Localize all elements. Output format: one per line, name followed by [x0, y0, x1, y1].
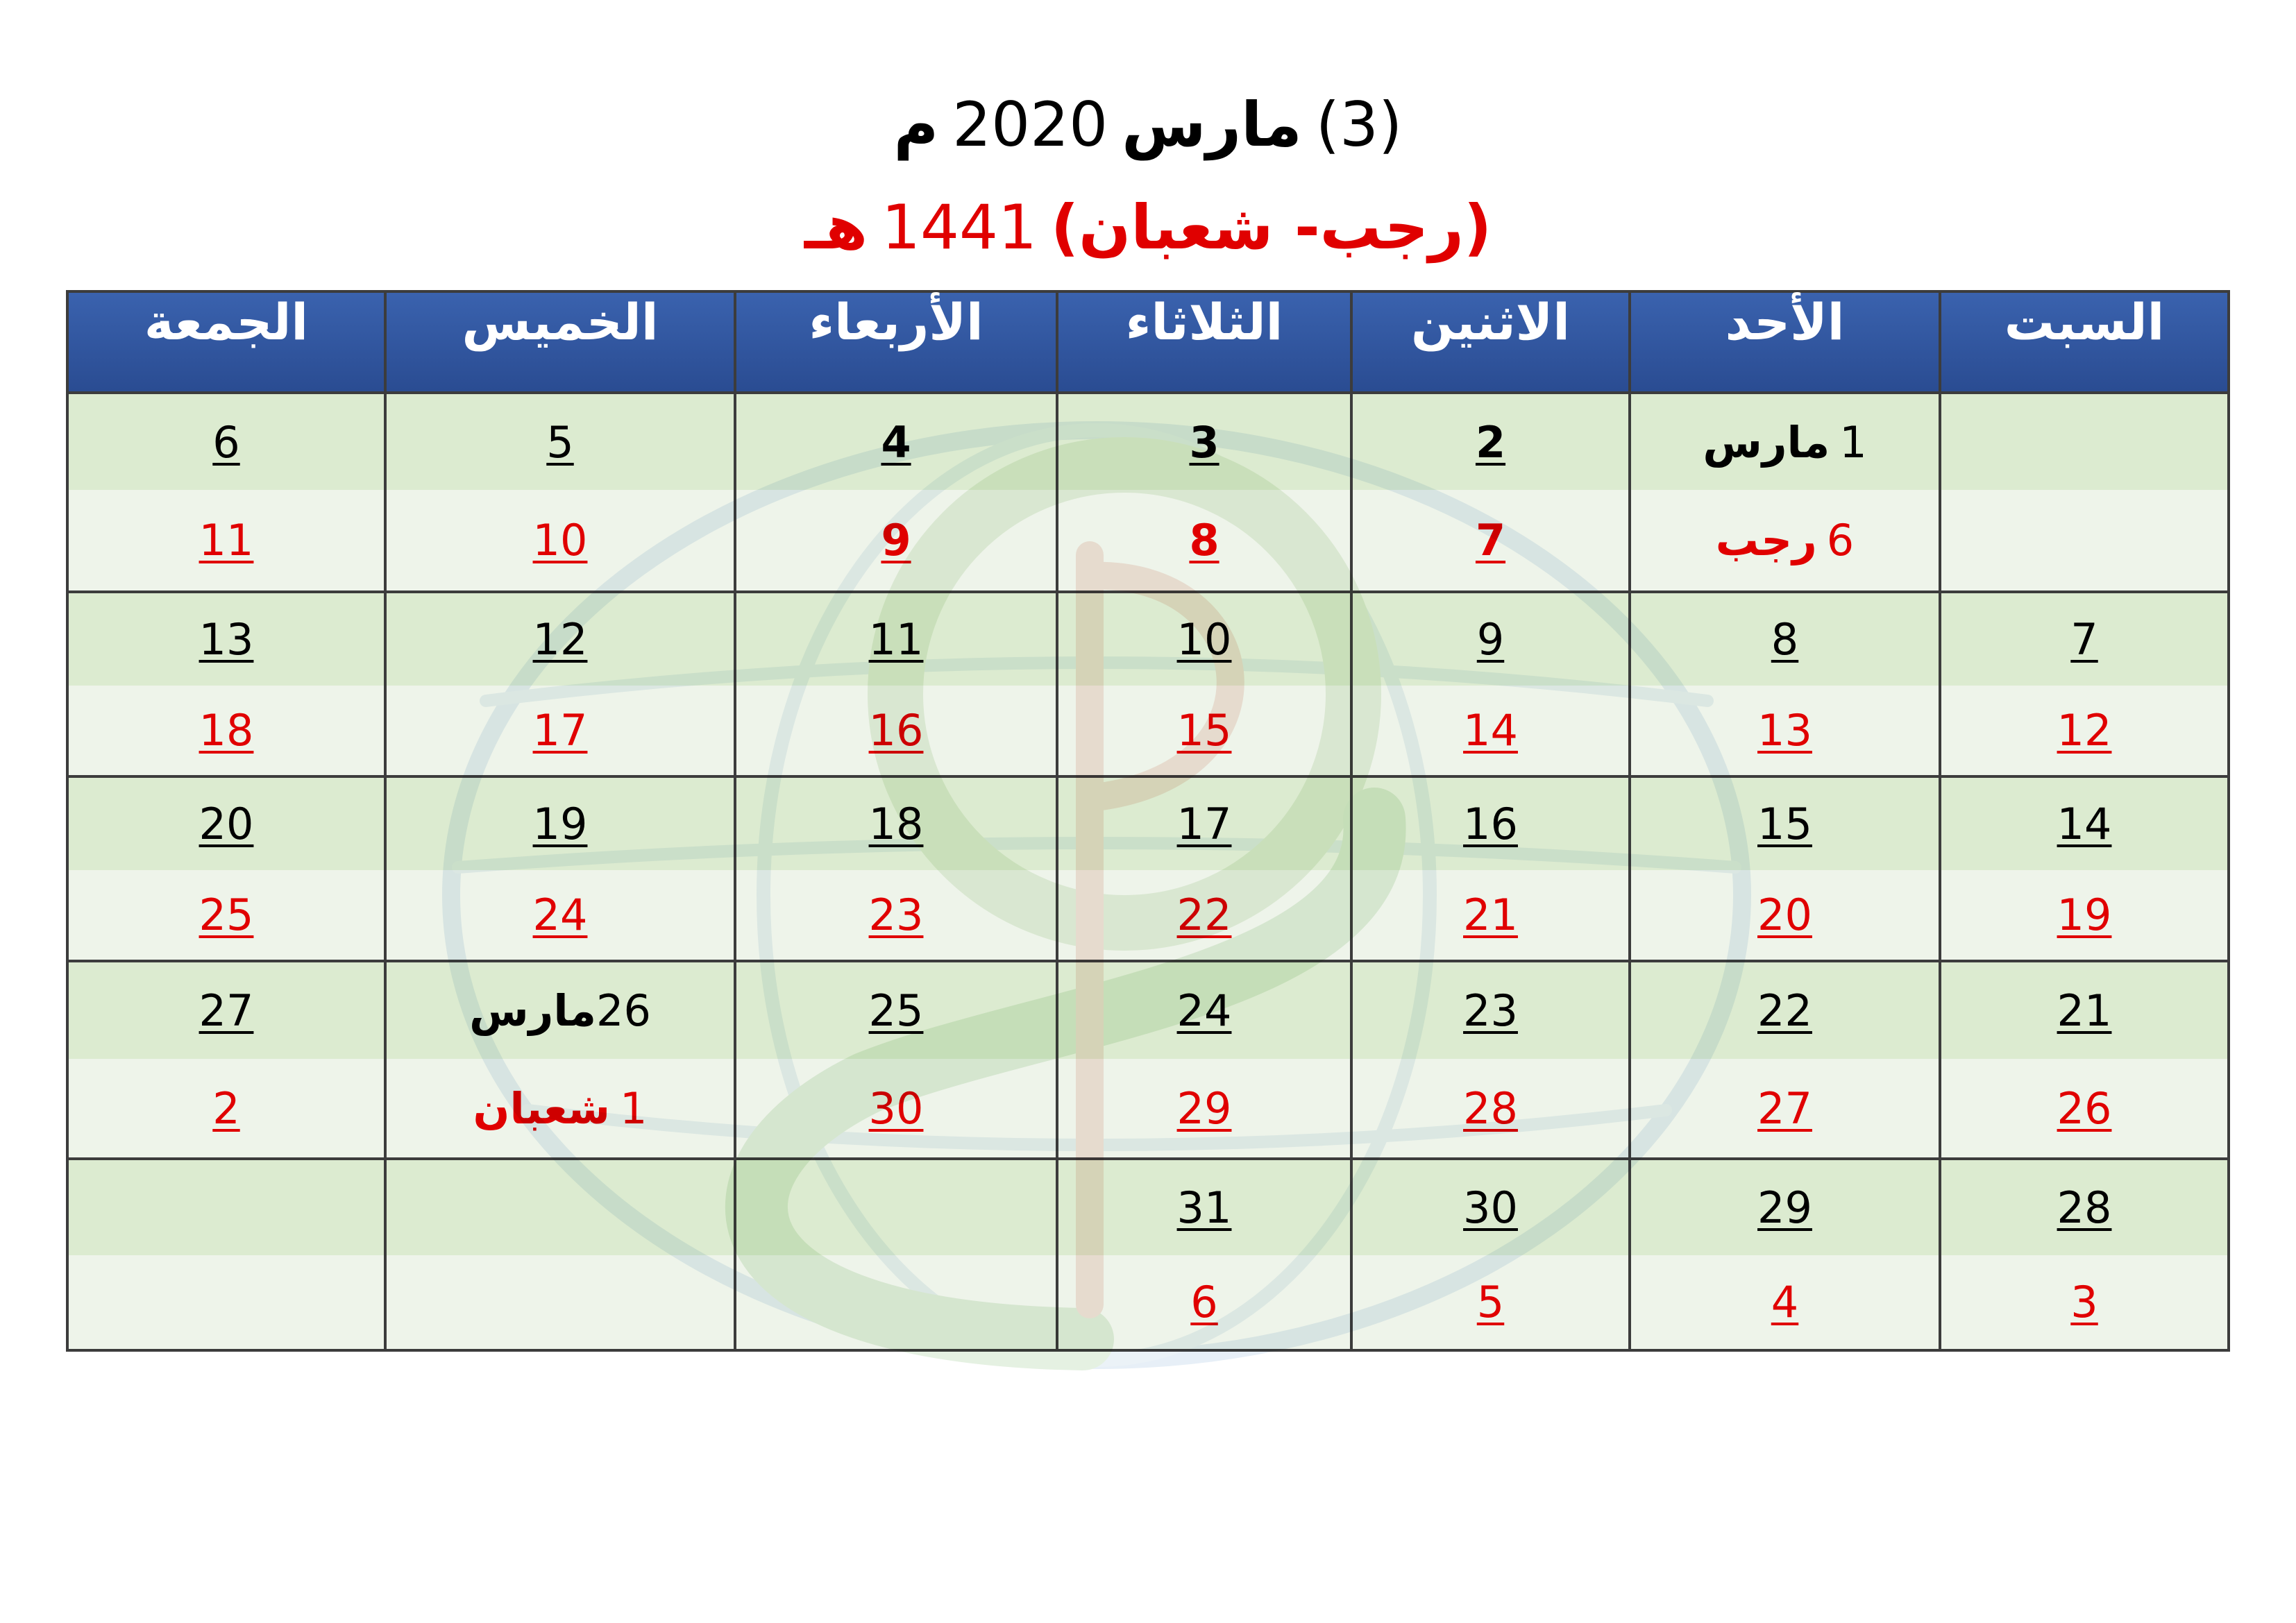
gregorian-date — [69, 778, 384, 870]
hijri-year: 1441 — [881, 192, 1037, 263]
day-cell — [1351, 961, 1630, 1159]
gregorian-date — [1058, 962, 1350, 1059]
gregorian-date — [1941, 778, 2227, 870]
week-row — [67, 961, 2229, 1159]
gregorian-date — [1631, 394, 1939, 490]
day-cell — [1057, 592, 1351, 776]
gregorian-year: 2020 — [952, 89, 1108, 160]
gregorian-date — [1353, 1160, 1628, 1255]
hijri-date — [1941, 870, 2227, 960]
hijri-date — [1941, 686, 2227, 775]
gregorian-day-number: 19 — [532, 799, 588, 849]
day-header-mon: الاثنين — [1351, 291, 1630, 393]
day-cell — [385, 776, 735, 961]
day-cell — [1351, 776, 1630, 961]
day-cell — [735, 592, 1057, 776]
hijri-day-number: 10 — [532, 515, 588, 566]
gregorian-date — [387, 1160, 734, 1255]
gregorian-date — [1058, 394, 1350, 490]
gregorian-day-number: 5 — [546, 416, 574, 468]
gregorian-date — [1058, 1160, 1350, 1255]
gregorian-date — [69, 394, 384, 490]
hijri-date — [736, 870, 1056, 960]
day-header-row — [67, 291, 2229, 393]
hijri-date — [1058, 490, 1350, 590]
gregorian-date — [736, 778, 1056, 870]
gregorian-day-number: 17 — [1176, 799, 1232, 849]
hijri-day-number: 20 — [1757, 890, 1812, 940]
gregorian-date — [69, 1160, 384, 1255]
hijri-date — [1631, 1255, 1939, 1349]
gregorian-date — [736, 1160, 1056, 1255]
gregorian-month-title — [0, 76, 2296, 173]
day-header-thu: الخميس — [385, 291, 735, 393]
gregorian-day-number: 21 — [2057, 985, 2112, 1036]
gregorian-day-number: 8 — [1771, 614, 1799, 665]
hijri-date — [736, 1255, 1056, 1349]
day-cell — [1630, 592, 1940, 776]
gregorian-day-number: 30 — [1463, 1182, 1518, 1233]
hijri-date — [736, 686, 1056, 775]
hijri-day-number: 9 — [881, 515, 911, 566]
hijri-date — [1353, 870, 1628, 960]
hijri-date — [736, 1059, 1056, 1157]
gregorian-date — [387, 394, 734, 490]
hijri-date — [387, 1059, 734, 1157]
day-header-sat: السبت — [1940, 291, 2229, 393]
day-cell — [1940, 1159, 2229, 1350]
day-cell — [67, 393, 385, 592]
week-row — [67, 776, 2229, 961]
day-cell — [1940, 961, 2229, 1159]
day-cell — [1351, 1159, 1630, 1350]
day-cell — [1351, 592, 1630, 776]
day-cell — [1057, 393, 1351, 592]
hijri-day-number: 11 — [199, 515, 254, 566]
hijri-day-number: 3 — [2070, 1277, 2098, 1327]
day-cell — [1630, 961, 1940, 1159]
hijri-month-title — [0, 179, 2296, 276]
hijri-day-number: 25 — [199, 890, 254, 940]
gregorian-date — [387, 593, 734, 686]
day-cell — [1940, 592, 2229, 776]
hijri-date — [1631, 1059, 1939, 1157]
calendar-table — [66, 290, 2230, 1352]
week-row — [67, 393, 2229, 592]
day-cell-empty — [735, 1159, 1057, 1350]
day-cell — [1940, 776, 2229, 961]
day-cell — [1057, 1159, 1351, 1350]
gregorian-date — [1058, 593, 1350, 686]
hijri-day-number: 5 — [1476, 1277, 1505, 1327]
day-cell — [735, 961, 1057, 1159]
gregorian-day-number: 4 — [881, 416, 911, 468]
hijri-day-number: 4 — [1771, 1277, 1799, 1327]
gregorian-day-number: 31 — [1176, 1182, 1232, 1233]
gregorian-month-label: مارس — [469, 985, 597, 1036]
hijri-day-number: 23 — [868, 890, 924, 940]
hijri-day-number: 18 — [199, 705, 254, 756]
hijri-date — [1353, 1059, 1628, 1157]
hijri-date — [69, 686, 384, 775]
gregorian-month-label: مارس — [1703, 416, 1830, 468]
hijri-date — [1631, 686, 1939, 775]
day-cell — [1057, 776, 1351, 961]
hijri-day-number: 12 — [2057, 705, 2112, 756]
hijri-date — [1058, 1255, 1350, 1349]
day-header-fri: الجمعة — [67, 291, 385, 393]
gregorian-day-number: 2 — [1475, 416, 1506, 468]
hijri-day-number: 30 — [868, 1082, 924, 1134]
gregorian-day-number: 6 — [212, 416, 240, 468]
gregorian-date — [387, 778, 734, 870]
hijri-month-label: رجب — [1715, 515, 1817, 566]
gregorian-day-number: 24 — [1176, 985, 1232, 1036]
day-cell — [1057, 961, 1351, 1159]
gregorian-date — [1941, 962, 2227, 1059]
day-cell — [67, 592, 385, 776]
gregorian-date — [1631, 1160, 1939, 1255]
week-row — [67, 592, 2229, 776]
day-cell — [735, 776, 1057, 961]
gregorian-day-number: 20 — [199, 799, 254, 849]
hijri-day-number: 22 — [1176, 890, 1232, 940]
hijri-day-number: 26 — [2057, 1082, 2112, 1134]
hijri-day-number: 24 — [532, 890, 588, 940]
gregorian-date — [1941, 593, 2227, 686]
gregorian-day-number: 29 — [1757, 1182, 1812, 1233]
day-cell-empty — [1940, 393, 2229, 592]
hijri-date — [69, 1059, 384, 1157]
hijri-date — [387, 490, 734, 590]
hijri-date — [736, 490, 1056, 590]
hijri-date — [1058, 686, 1350, 775]
gregorian-day-number: 18 — [868, 799, 924, 849]
gregorian-date — [1353, 778, 1628, 870]
hijri-month-names: (رجب- شعبان) — [1050, 192, 1492, 263]
hijri-day-number: 8 — [1189, 515, 1219, 566]
hijri-day-number: 19 — [2057, 890, 2112, 940]
hijri-day-number: 21 — [1463, 890, 1518, 940]
day-header-tue: الثلاثاء — [1057, 291, 1351, 393]
gregorian-date — [1353, 962, 1628, 1059]
gregorian-suffix: م — [893, 89, 939, 160]
gregorian-date — [736, 593, 1056, 686]
gregorian-day-number: 28 — [2057, 1182, 2112, 1233]
gregorian-date — [69, 962, 384, 1059]
gregorian-day-number: 13 — [199, 614, 254, 665]
day-cell — [735, 393, 1057, 592]
hijri-day-number: 28 — [1463, 1082, 1518, 1134]
gregorian-date — [1631, 593, 1939, 686]
gregorian-day-number: 14 — [2057, 799, 2112, 849]
hijri-date — [387, 870, 734, 960]
gregorian-day-number: 16 — [1463, 799, 1518, 849]
gregorian-day-number: 7 — [2070, 614, 2098, 665]
gregorian-date — [1941, 1160, 2227, 1255]
gregorian-date — [387, 962, 734, 1059]
gregorian-date — [1353, 593, 1628, 686]
hijri-day-number: 14 — [1463, 705, 1518, 756]
gregorian-day-number: 12 — [532, 614, 588, 665]
gregorian-date — [1058, 778, 1350, 870]
hijri-day-number: 13 — [1757, 705, 1812, 756]
gregorian-day-number: 15 — [1757, 799, 1812, 849]
gregorian-day-number: 9 — [1476, 614, 1505, 665]
hijri-date — [1941, 490, 2227, 590]
hijri-date — [1353, 1255, 1628, 1349]
hijri-date — [1941, 1255, 2227, 1349]
hijri-suffix: هـ — [804, 192, 868, 263]
hijri-day-number: 6 — [1826, 515, 1855, 566]
day-cell — [67, 776, 385, 961]
hijri-date — [69, 1255, 384, 1349]
day-header-sun: الأحد — [1630, 291, 1940, 393]
hijri-day-number: 7 — [1475, 515, 1506, 566]
gregorian-day-number: 3 — [1189, 416, 1219, 468]
gregorian-date — [1353, 394, 1628, 490]
gregorian-date — [1941, 394, 2227, 490]
gregorian-day-number: 25 — [868, 985, 924, 1036]
hijri-date — [1353, 686, 1628, 775]
hijri-date — [1941, 1059, 2227, 1157]
gregorian-day-number: 10 — [1176, 614, 1232, 665]
hijri-day-number: 2 — [212, 1082, 240, 1134]
gregorian-day-number: 27 — [199, 985, 254, 1036]
hijri-day-number: 29 — [1176, 1082, 1232, 1134]
day-cell-empty — [385, 1159, 735, 1350]
hijri-day-number: 27 — [1757, 1082, 1812, 1134]
hijri-date — [1631, 870, 1939, 960]
hijri-day-number: 17 — [532, 705, 588, 756]
hijri-date — [1631, 490, 1939, 590]
gregorian-day-number: 26 — [596, 985, 651, 1036]
hijri-day-number: 6 — [1190, 1277, 1218, 1327]
hijri-date — [69, 490, 384, 590]
hijri-date — [1353, 490, 1628, 590]
day-cell-empty — [67, 1159, 385, 1350]
day-cell — [385, 393, 735, 592]
day-cell — [1630, 776, 1940, 961]
hijri-date — [387, 1255, 734, 1349]
gregorian-day-number: 23 — [1463, 985, 1518, 1036]
hijri-day-number: 1 — [620, 1082, 648, 1134]
day-cell — [385, 592, 735, 776]
month-number: (3) — [1315, 89, 1403, 160]
hijri-date — [69, 870, 384, 960]
hijri-day-number: 16 — [868, 705, 924, 756]
gregorian-month-name: مارس — [1122, 89, 1302, 160]
hijri-month-label: شعبان — [473, 1082, 611, 1134]
day-cell — [385, 961, 735, 1159]
week-row — [67, 1159, 2229, 1350]
gregorian-date — [69, 593, 384, 686]
hijri-day-number: 15 — [1176, 705, 1232, 756]
day-header-wed: الأربعاء — [735, 291, 1057, 393]
hijri-date — [1058, 1059, 1350, 1157]
gregorian-day-number: 1 — [1839, 416, 1867, 468]
gregorian-date — [1631, 962, 1939, 1059]
day-cell — [1630, 1159, 1940, 1350]
hijri-date — [1058, 870, 1350, 960]
gregorian-date — [736, 394, 1056, 490]
hijri-date — [387, 686, 734, 775]
gregorian-date — [1631, 778, 1939, 870]
gregorian-date — [736, 962, 1056, 1059]
day-cell — [1351, 393, 1630, 592]
day-cell — [1630, 393, 1940, 592]
day-cell — [67, 961, 385, 1159]
gregorian-day-number: 11 — [868, 614, 924, 665]
gregorian-day-number: 22 — [1757, 985, 1812, 1036]
